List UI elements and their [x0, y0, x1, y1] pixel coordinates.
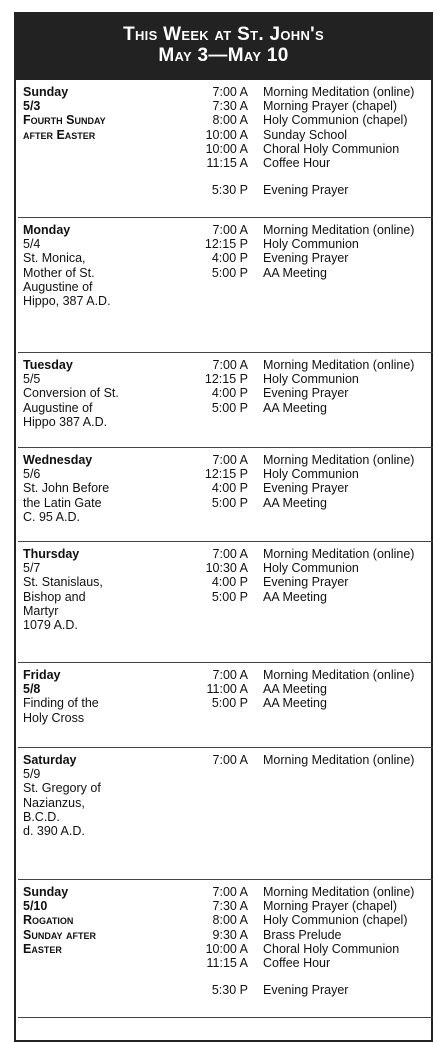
event-name: Morning Meditation (online): [263, 885, 415, 899]
day-date: 5/4: [23, 237, 41, 252]
feast-line: C. 95 A.D.: [23, 509, 80, 524]
day-monday-5-4: [18, 218, 433, 353]
feast-line: 1079 A.D.: [23, 618, 78, 633]
day-date: 5/3: [23, 99, 41, 114]
event-time: 4:00 P: [211, 481, 248, 496]
event-name: Brass Prelude: [263, 927, 342, 942]
feast-line: Holy Cross: [23, 710, 85, 725]
feast-line: Finding of the: [23, 696, 99, 711]
event-time: 5:30 P: [211, 183, 248, 198]
event-time: 11:15 A: [206, 155, 248, 170]
event-name: AA Meeting: [263, 265, 327, 280]
event-name: Holy Communion (chapel): [263, 913, 408, 928]
event-name: Morning Meditation (online): [263, 668, 415, 682]
event-time: 5:00 P: [211, 495, 248, 510]
feast-line: Conversion of St.: [23, 386, 119, 401]
event-time: 12:15 P: [204, 372, 248, 387]
event-time: 11:00 A: [206, 682, 248, 697]
feast-line: d. 390 A.D.: [23, 824, 85, 839]
event-name: Evening Prayer: [263, 251, 349, 266]
feast-line: St. Stanislaus,: [23, 575, 103, 590]
event-name: Evening Prayer: [263, 386, 349, 401]
event-name: Evening Prayer: [263, 481, 349, 496]
event-time: 4:00 P: [211, 251, 248, 266]
feast-line: St. John Before: [23, 481, 110, 496]
feast-line: Martyr: [23, 603, 59, 618]
feast-line: Augustine of: [23, 279, 93, 294]
event-name: Holy Communion: [263, 561, 359, 576]
event-name: Holy Communion: [263, 237, 359, 252]
event-time: 7:00 A: [212, 223, 248, 237]
event-time: 5:00 P: [211, 589, 248, 604]
feast-line: Nazianzus,: [23, 795, 85, 810]
day-name: Tuesday: [23, 358, 73, 372]
feast-line: Sunday after: [23, 927, 96, 942]
day-sunday-5-3: [18, 80, 433, 218]
event-time: 5:00 P: [211, 696, 248, 711]
event-name: AA Meeting: [263, 495, 327, 510]
event-time: 10:00 A: [205, 141, 248, 156]
event-name: Morning Meditation (online): [263, 453, 415, 467]
event-name: Holy Communion: [263, 467, 359, 482]
schedule-dates: May 3—May 10: [158, 45, 289, 66]
event-name: AA Meeting: [263, 682, 327, 697]
day-saturday-5-9: [18, 748, 433, 880]
feast-line: Mother of St.: [23, 265, 95, 280]
feast-line: B.C.D.: [23, 809, 60, 824]
event-time: 5:00 P: [211, 400, 248, 415]
event-name: Evening Prayer: [263, 183, 349, 198]
event-time: 7:30 A: [212, 899, 248, 914]
day-date: 5/5: [23, 372, 41, 387]
day-sunday-5-10: [18, 880, 433, 1018]
event-time: 7:00 A: [212, 85, 248, 99]
event-name: Holy Communion: [263, 372, 359, 387]
event-time: 7:00 A: [212, 453, 248, 467]
event-time: 7:00 A: [212, 547, 248, 561]
event-name: Morning Meditation (online): [263, 753, 415, 767]
event-name: Holy Communion (chapel): [263, 113, 408, 128]
feast-line: St. Monica,: [23, 251, 86, 266]
event-time: 8:00 A: [212, 913, 248, 928]
day-date: 5/10: [23, 899, 48, 914]
event-time: 7:00 A: [212, 885, 248, 899]
feast-line: Hippo, 387 A.D.: [23, 294, 111, 309]
schedule-title: This Week at St. John's: [123, 24, 324, 45]
day-friday-5-8: [18, 663, 433, 748]
event-name: Morning Prayer (chapel): [263, 899, 398, 914]
event-time: 12:15 P: [204, 237, 248, 252]
event-name: Morning Prayer (chapel): [263, 99, 398, 114]
event-time: 5:00 P: [211, 265, 248, 280]
day-date: 5/9: [23, 767, 41, 782]
event-time: 8:00 A: [212, 113, 248, 128]
event-time: 7:00 A: [212, 668, 248, 682]
event-time: 11:15 A: [206, 955, 248, 970]
event-time: 4:00 P: [211, 386, 248, 401]
feast-line: Hippo 387 A.D.: [23, 414, 108, 429]
day-name: Sunday: [23, 885, 69, 899]
day-date: 5/6: [23, 467, 41, 482]
feast-line: St. Gregory of: [23, 781, 101, 796]
day-thursday-5-7: [18, 542, 433, 663]
event-time: 9:30 A: [212, 927, 248, 942]
event-name: Morning Meditation (online): [263, 223, 415, 237]
event-name: Coffee Hour: [263, 955, 331, 970]
day-name: Thursday: [23, 547, 80, 561]
schedule-header: [16, 14, 431, 80]
event-time: 7:30 A: [212, 99, 248, 114]
schedule-frame: [14, 12, 433, 1042]
event-name: Choral Holy Communion: [263, 941, 400, 956]
feast-line: Rogation: [23, 913, 74, 928]
event-name: Morning Meditation (online): [263, 358, 415, 372]
event-name: Morning Meditation (online): [263, 85, 415, 99]
event-time: 10:00 A: [205, 941, 248, 956]
feast-line: Bishop and: [23, 589, 86, 604]
event-time: 7:00 A: [212, 753, 248, 767]
day-date: 5/8: [23, 682, 41, 697]
feast-line: Easter: [23, 941, 62, 956]
feast-line: the Latin Gate: [23, 495, 102, 510]
day-name: Wednesday: [23, 453, 93, 467]
event-time: 12:15 P: [204, 467, 248, 482]
event-name: AA Meeting: [263, 400, 327, 415]
day-tuesday-5-5: [18, 353, 433, 448]
day-name: Monday: [23, 223, 71, 237]
feast-line: after Easter: [23, 127, 96, 142]
event-name: Morning Meditation (online): [263, 547, 415, 561]
event-time: 7:00 A: [212, 358, 248, 372]
event-time: 10:00 A: [205, 127, 248, 142]
day-date: 5/7: [23, 561, 41, 576]
day-name: Sunday: [23, 85, 69, 99]
event-time: 5:30 P: [211, 983, 248, 998]
feast-line: Augustine of: [23, 400, 93, 415]
event-time: 10:30 A: [205, 561, 248, 576]
feast-line: Fourth Sunday: [23, 113, 106, 128]
event-name: AA Meeting: [263, 589, 327, 604]
event-name: AA Meeting: [263, 696, 327, 711]
day-name: Saturday: [23, 753, 77, 767]
day-wednesday-5-6: [18, 448, 433, 542]
event-name: Evening Prayer: [263, 983, 349, 998]
event-name: Choral Holy Communion: [263, 141, 400, 156]
event-name: Evening Prayer: [263, 575, 349, 590]
event-time: 4:00 P: [211, 575, 248, 590]
day-name: Friday: [23, 668, 61, 682]
event-name: Coffee Hour: [263, 155, 331, 170]
event-name: Sunday School: [263, 127, 348, 142]
